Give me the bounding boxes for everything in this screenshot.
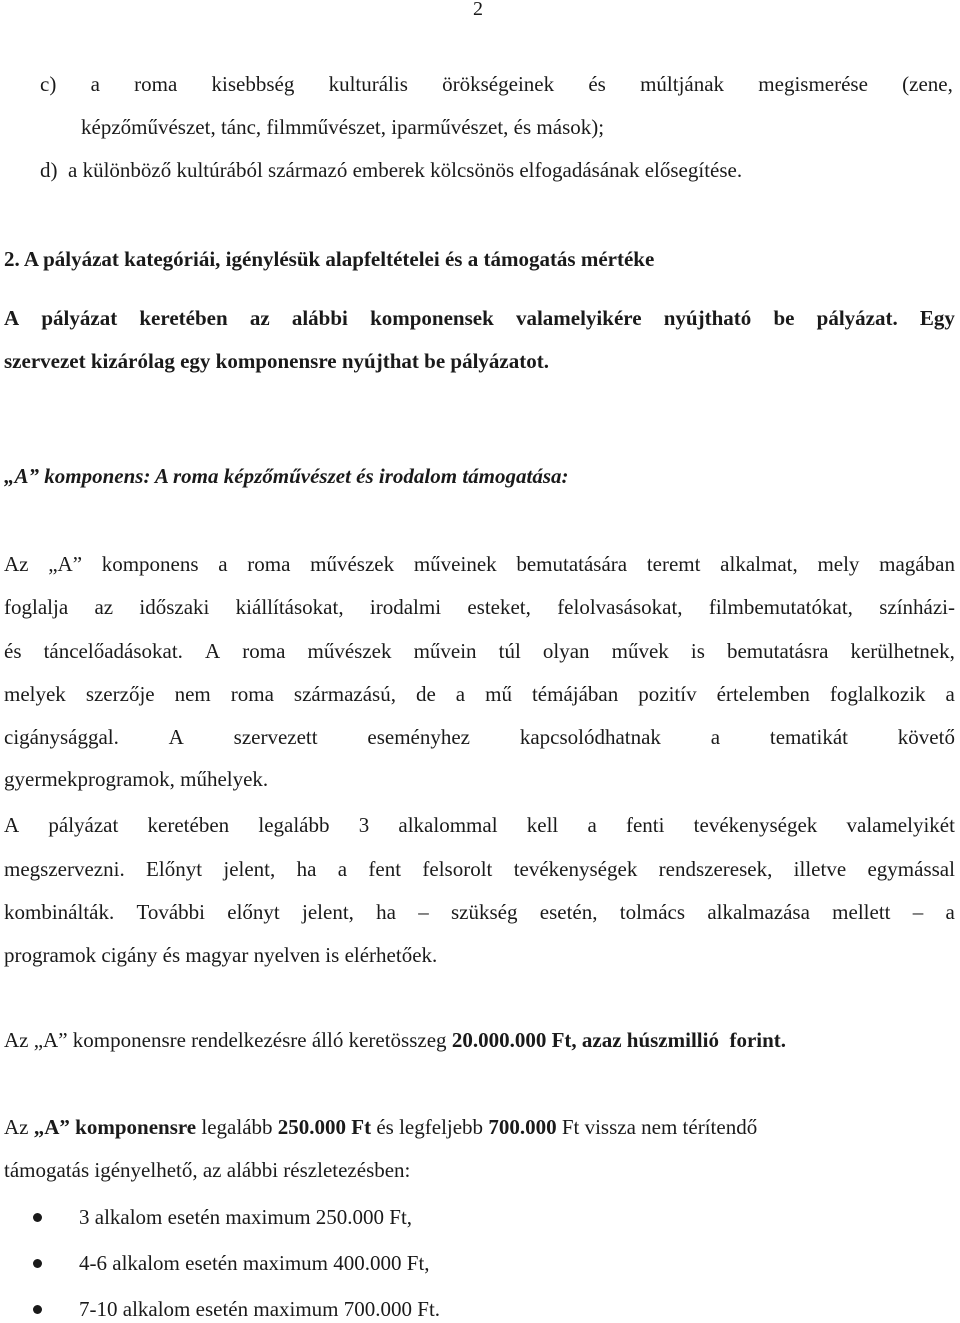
word: az: [249, 306, 270, 330]
budget-prefix: Az „A” komponensre rendelkezésre álló keretösszeg: [4, 1028, 452, 1052]
word: műveinek: [413, 552, 497, 576]
word: kiállításokat,: [235, 595, 344, 620]
word: ha: [376, 900, 396, 924]
word: „A”: [48, 552, 83, 576]
word: pozitív: [638, 681, 697, 706]
word: pályázat.: [816, 306, 898, 330]
word: roma: [247, 552, 291, 576]
word: a: [455, 681, 466, 706]
word: kapcsolódhatnak: [519, 725, 661, 749]
word: roma: [134, 72, 178, 96]
word: illetve: [793, 856, 847, 881]
word: A: [205, 638, 221, 663]
word: a: [90, 72, 100, 96]
word: felsorolt: [422, 856, 493, 881]
word: melyek: [4, 681, 66, 706]
budget-line: [4, 1030, 786, 1051]
word: jelent,: [223, 856, 276, 881]
word: és: [4, 638, 22, 663]
word: fent: [368, 856, 402, 881]
word: keretében: [139, 306, 228, 330]
word: tematikát: [769, 725, 848, 749]
requirement-line1: [4, 815, 955, 836]
list-item-d: d) a különböző kultúrából származó emberek kölcsönös elfogadásának elősegítése.: [40, 158, 743, 182]
word: fenti: [625, 813, 665, 837]
word: tevékenységek: [693, 813, 818, 837]
word: c): [40, 72, 57, 96]
word: alábbi: [291, 306, 348, 330]
requirement-line3: [4, 902, 955, 923]
word: kisebbség: [211, 72, 295, 96]
word: az: [94, 595, 114, 620]
word: tolmács: [619, 900, 686, 924]
word: szerzője: [85, 681, 155, 706]
bullet-item: 4-6 alkalom esetén maximum 400.000 Ft,: [79, 1251, 430, 1275]
word: múltjának: [640, 72, 725, 96]
word: A: [168, 725, 184, 749]
word: alkalommal: [398, 813, 498, 837]
word: roma: [230, 681, 274, 706]
description-line4: [4, 681, 955, 706]
word: és: [588, 72, 606, 96]
bullet-item: 3 alkalom esetén maximum 250.000 Ft,: [79, 1205, 413, 1229]
support-line2: támogatás igényelhető, az alábbi részletezésben:: [4, 1158, 411, 1182]
word: a: [218, 552, 228, 576]
word: örökségeinek: [442, 72, 555, 96]
word: mely: [817, 552, 860, 576]
word: kombinálták.: [4, 900, 115, 924]
word: művészek: [310, 552, 395, 576]
word: cigánysággal.: [4, 725, 119, 749]
description-line5: [4, 727, 955, 748]
word: olyan: [542, 638, 590, 663]
description-last-line: gyermekprogramok, műhelyek.: [4, 767, 269, 791]
word: kulturális: [328, 72, 408, 96]
page-number: 2: [473, 0, 483, 20]
word: magában: [879, 552, 955, 576]
word: a: [945, 681, 955, 706]
word: túl: [498, 638, 521, 663]
support-line1: [4, 1117, 757, 1138]
intro-line1: [4, 308, 955, 329]
word: időszaki: [139, 595, 210, 620]
intro-line2: szervezet kizárólag egy komponensre nyújthat be pályázatot.: [4, 349, 549, 373]
word: jelent,: [302, 900, 354, 924]
word: A: [4, 813, 20, 837]
support-component: „A” komponensre: [33, 1115, 197, 1139]
description-line3: [4, 638, 955, 663]
support-text: legalább: [196, 1115, 278, 1139]
word: művek: [611, 638, 669, 663]
word: értelemben: [716, 681, 810, 706]
word: bemutatásra: [726, 638, 829, 663]
word: foglalkozik: [829, 681, 926, 706]
word: foglalja: [4, 595, 69, 620]
component-heading: „A” komponens: A roma képzőművészet és irodalom támogatása:: [4, 464, 569, 488]
word: Egy: [919, 306, 955, 330]
description-line1: [4, 554, 955, 575]
section-heading: 2. A pályázat kategóriái, igénylésük alapfeltételei és a támogatás mértéke: [4, 247, 655, 271]
word: mellett: [832, 900, 891, 924]
word: de: [415, 681, 436, 706]
support-text: és legfeljebb: [371, 1115, 489, 1139]
word: nyújtható: [663, 306, 752, 330]
word: alkalmat,: [720, 552, 798, 576]
support-min-amount: 250.000 Ft: [277, 1115, 372, 1139]
word: További: [136, 900, 206, 924]
word: esteket,: [467, 595, 531, 620]
budget-amount: 20.000.000 Ft, azaz húszmillió forint.: [451, 1028, 787, 1052]
word: pályázat: [41, 306, 118, 330]
support-max-amount: 700.000: [488, 1115, 557, 1139]
word: a: [587, 813, 597, 837]
word: keretében: [147, 813, 230, 837]
word: művein: [413, 638, 477, 663]
word: felolvasásokat,: [557, 595, 683, 620]
word: eseményhez: [367, 725, 471, 749]
word: roma: [242, 638, 286, 663]
list-item-c-line2: képzőművészet, tánc, filmművészet, iparművészet, és mások);: [81, 115, 605, 139]
word: be: [773, 306, 795, 330]
bullet-icon: [33, 1213, 42, 1222]
word: alkalmazása: [707, 900, 810, 924]
word: rendszeresek,: [658, 856, 773, 881]
word: pályázat: [48, 813, 119, 837]
word: legalább: [258, 813, 330, 837]
word: –: [912, 900, 924, 924]
word: szükség: [451, 900, 518, 924]
word: teremt: [646, 552, 701, 576]
description-line2: [4, 597, 955, 618]
word: egymással: [867, 856, 955, 881]
word: a: [710, 725, 721, 749]
word: A: [4, 306, 20, 330]
word: táncelőadásokat.: [43, 638, 183, 663]
word: a: [337, 856, 348, 881]
word: előnyt: [227, 900, 280, 924]
word: filmbemutatókat,: [708, 595, 853, 620]
word: valamelyikét: [846, 813, 955, 837]
word: megszervezni.: [4, 856, 125, 881]
word: származású,: [293, 681, 396, 706]
support-text: Ft vissza nem térítendő: [556, 1115, 758, 1139]
word: is: [690, 638, 705, 663]
bullet-icon: [33, 1259, 42, 1268]
word: kerülhetnek,: [850, 638, 955, 663]
word: követő: [897, 725, 955, 749]
word: esetén,: [539, 900, 598, 924]
word: 3: [358, 813, 370, 837]
bullet-item: 7-10 alkalom esetén maximum 700.000 Ft.: [79, 1297, 441, 1321]
word: művészek: [307, 638, 392, 663]
word: a: [945, 900, 955, 924]
word: Előnyt: [146, 856, 203, 881]
requirement-line2: [4, 856, 955, 881]
requirement-last-line: programok cigány és magyar nyelven is elérhetőek.: [4, 943, 438, 967]
word: –: [418, 900, 429, 924]
word: tevékenységek: [513, 856, 638, 881]
support-text: Az: [4, 1115, 34, 1139]
word: megismerése: [758, 72, 868, 96]
word: ha: [296, 856, 317, 881]
word: témájában: [531, 681, 619, 706]
word: bemutatására: [516, 552, 628, 576]
word: szervezett: [233, 725, 318, 749]
word: komponensek: [370, 306, 494, 330]
word: irodalmi: [369, 595, 442, 620]
word: kell: [526, 813, 559, 837]
bullet-icon: [33, 1305, 42, 1314]
word: (zene,: [902, 72, 953, 96]
word: komponens: [101, 552, 199, 576]
word: mű: [485, 681, 512, 706]
list-item-c-line1: [40, 74, 953, 95]
word: valamelyikére: [515, 306, 642, 330]
word: nem: [174, 681, 211, 706]
word: színházi-: [879, 595, 955, 620]
word: Az: [4, 552, 29, 576]
